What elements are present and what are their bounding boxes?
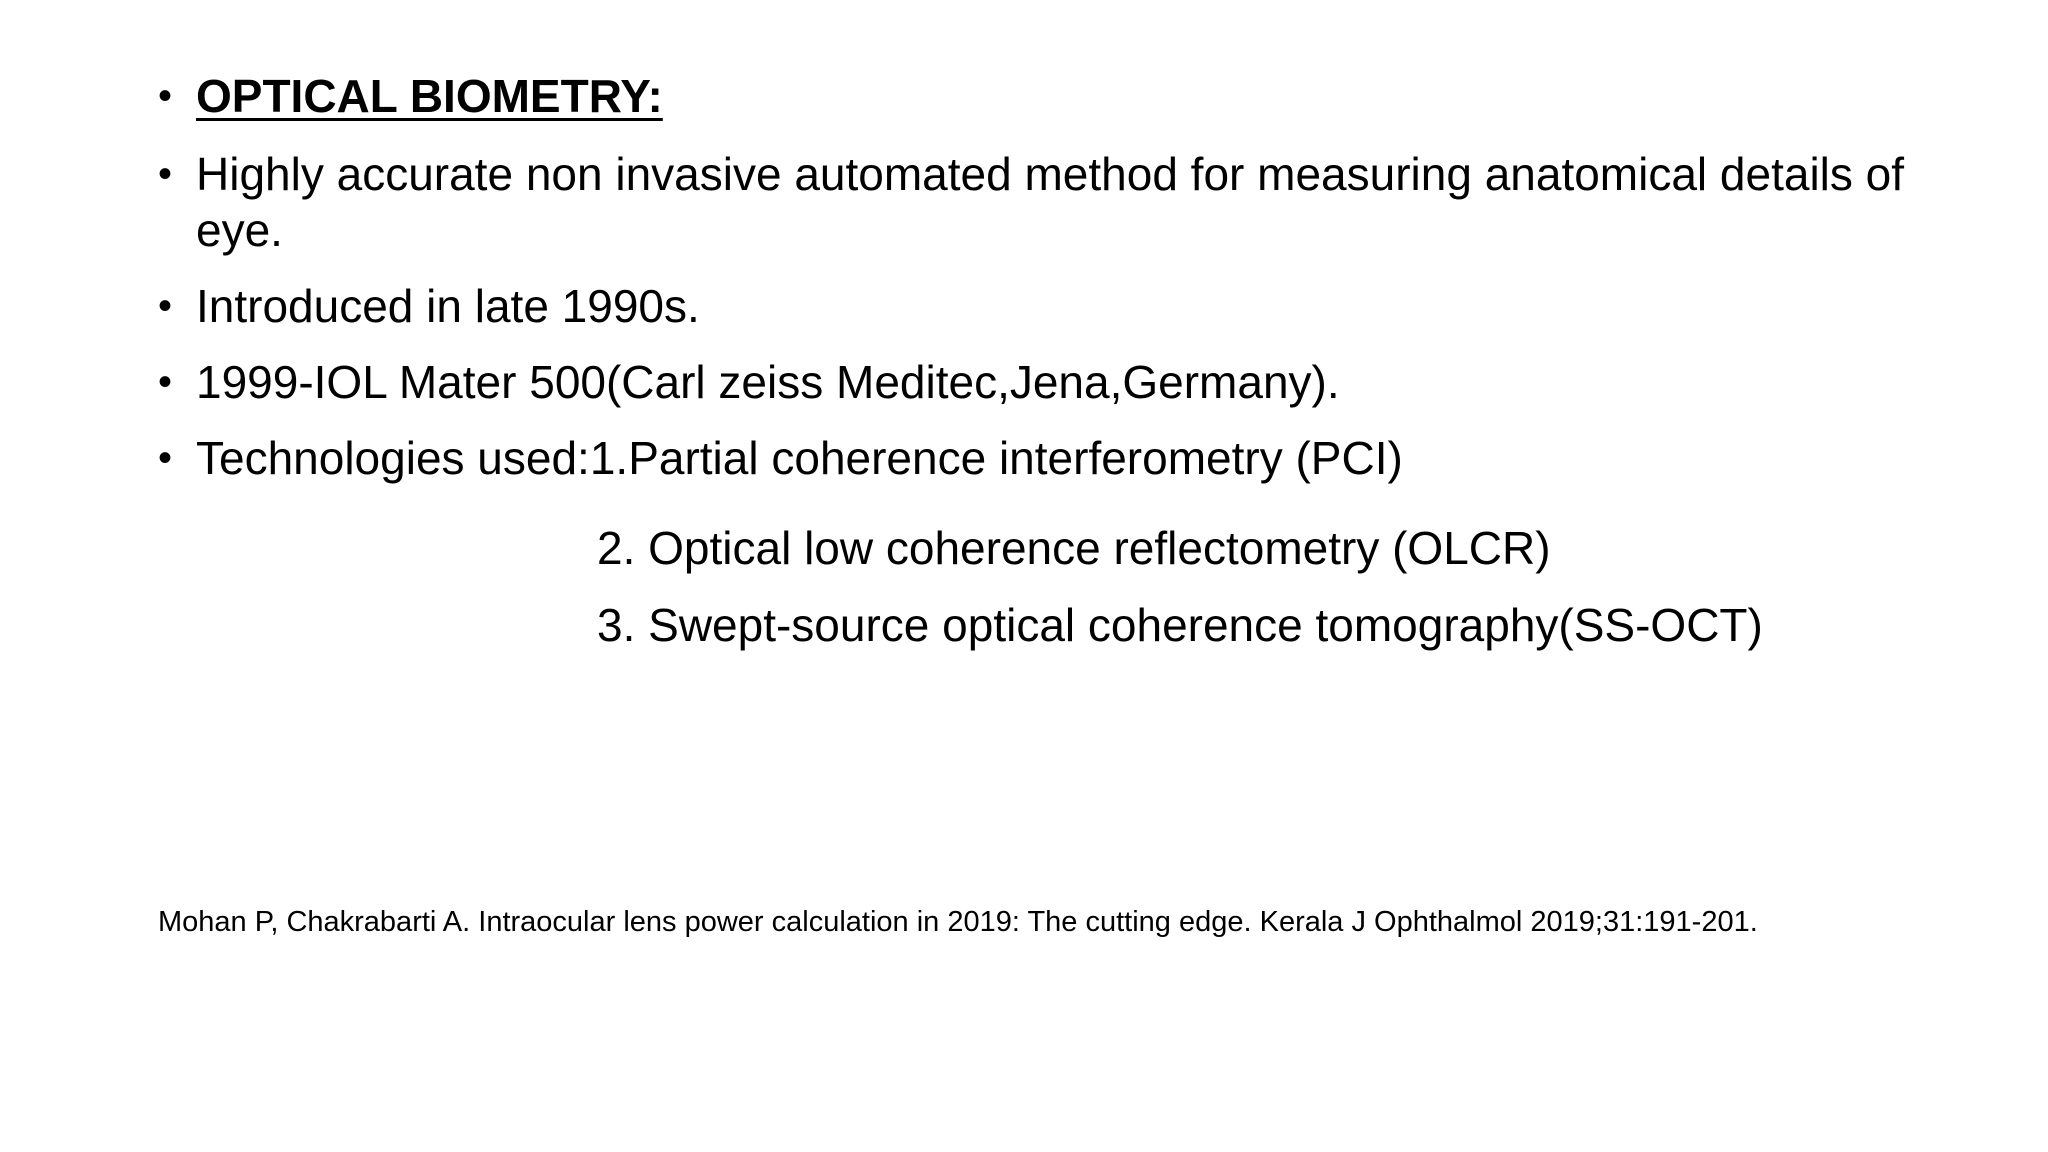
bullet-list: [158, 68, 1918, 506]
reference-citation: Mohan P, Chakrabarti A. Intraocular lens power calculation in 2019: The cutting edge. Kerala J Ophthalmol 2019;31:191-201.: [158, 906, 1758, 938]
bullet-dot: •: [158, 360, 173, 404]
bullet-text: 1999-IOL Mater 500(Carl zeiss Meditec,Jena,Germany).: [196, 356, 1340, 408]
bullet-text: Introduced in late 1990s.: [196, 280, 700, 332]
bullet-item: [158, 354, 1918, 410]
bullet-dot: •: [158, 74, 173, 118]
bullet-item: [158, 430, 1918, 486]
bullet-heading: [158, 68, 1918, 124]
bullet-item: [158, 146, 1918, 258]
bullet-text: Technologies used:1.Partial coherence interferometry (PCI): [196, 432, 1403, 484]
technology-item-2: 2. Optical low coherence reflectometry (OLCR): [597, 522, 1551, 574]
bullet-dot: •: [158, 436, 173, 480]
bullet-text: Highly accurate non invasive automated method for measuring anatomical details of eye.: [196, 148, 1905, 256]
slide-heading: OPTICAL BIOMETRY:: [196, 70, 663, 122]
bullet-dot: •: [158, 152, 173, 196]
bullet-dot: •: [158, 284, 173, 328]
technology-item-3: 3. Swept-source optical coherence tomography(SS-OCT): [597, 599, 1763, 651]
bullet-item: [158, 278, 1918, 334]
